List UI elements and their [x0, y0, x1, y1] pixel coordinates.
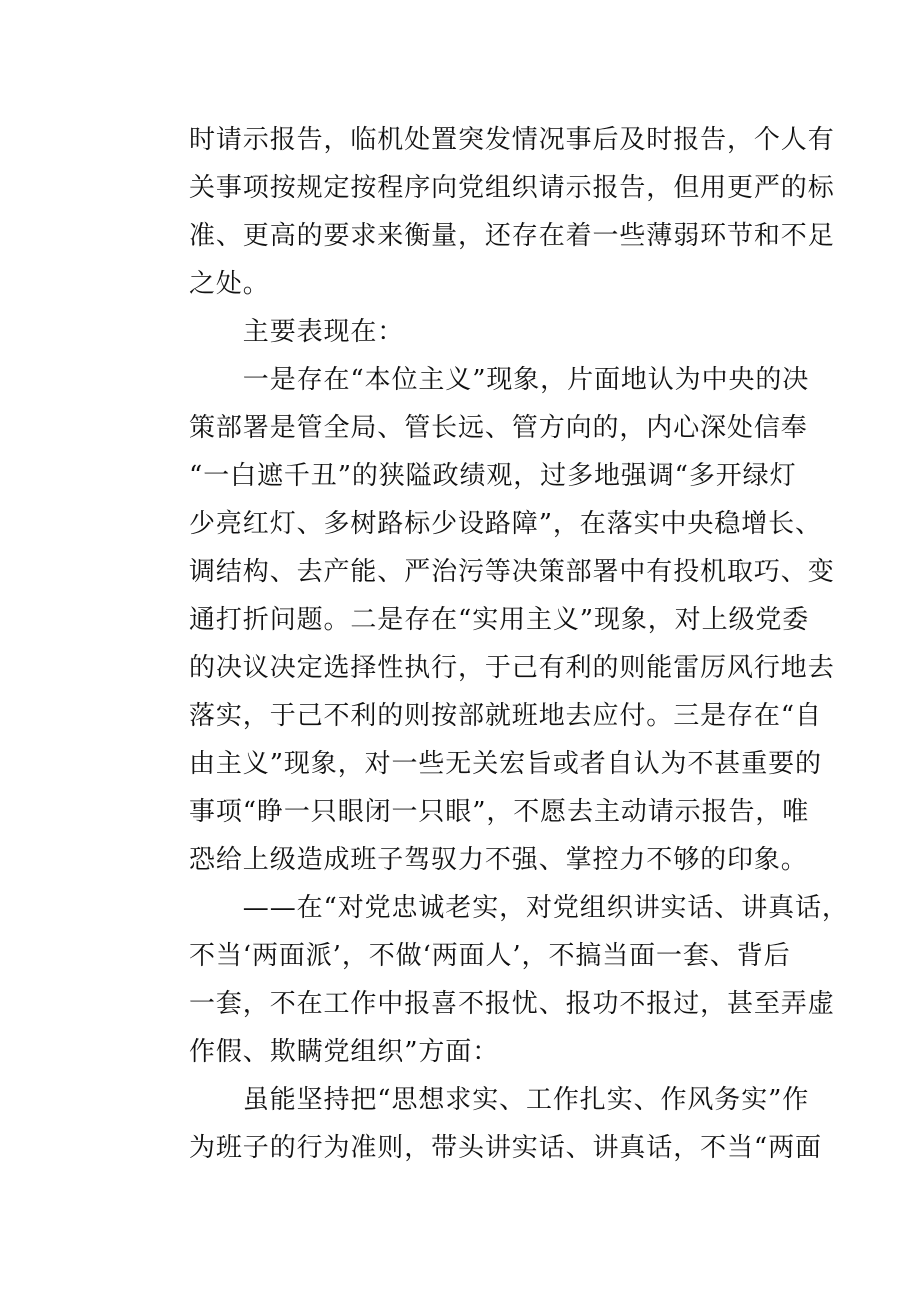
- text-line: 少亮红灯、多树路标少设路障”，在落实中央稳增长、: [189, 509, 822, 539]
- text-line: 之处。: [189, 269, 270, 299]
- text-line: 调结构、去产能、严治污等决策部署中有投机取巧、变: [189, 557, 835, 587]
- text-line: ——在“对党忠诚老实，对党组织讲实话、讲真话，: [189, 893, 849, 923]
- text-line: 一套，不在工作中报喜不报忧、报功不报过，甚至弄虚: [189, 989, 835, 1019]
- text-line: 不当‘两面派’，不做‘两面人’，不搞当面一套、背后: [189, 941, 791, 971]
- text-line: 由主义”现象，对一些无关宏旨或者自认为不甚重要的: [189, 749, 822, 779]
- text-line: 准、更高的要求来衡量，还存在着一些薄弱环节和不足: [189, 221, 835, 251]
- text-line: 为班子的行为准则，带头讲实话、讲真话，不当“两面: [189, 1133, 822, 1163]
- text-line: 通打折问题。二是存在“实用主义”现象，对上级党委: [189, 605, 810, 635]
- text-line: 的决议决定选择性执行，于己有利的则能雷厉风行地去: [189, 653, 835, 683]
- text-line: 时请示报告，临机处置突发情况事后及时报告，个人有: [189, 125, 835, 155]
- text-line: 作假、欺瞒党组织”方面：: [189, 1037, 500, 1067]
- text-line: “一白遮千丑”的狭隘政绩观，过多地强调“多开绿灯: [189, 461, 797, 491]
- document-body: [189, 116, 849, 1172]
- text-line: 一是存在“本位主义”现象，片面地认为中央的决: [189, 365, 810, 395]
- text-line: 关事项按规定按程序向党组织请示报告，但用更严的标: [189, 173, 835, 203]
- text-line: 恐给上级造成班子驾驭力不强、掌控力不够的印象。: [189, 845, 808, 875]
- text-line: 事项“睁一只眼闭一只眼”，不愿去主动请示报告，唯: [189, 797, 810, 827]
- text-line: 主要表现在：: [189, 317, 405, 347]
- text-line: 落实，于己不利的则按部就班地去应付。三是存在“自: [189, 701, 822, 731]
- text-line: 虽能坚持把“思想求实、工作扎实、作风务实”作: [189, 1085, 810, 1115]
- text-line: 策部署是管全局、管长远、管方向的，内心深处信奉: [189, 413, 808, 443]
